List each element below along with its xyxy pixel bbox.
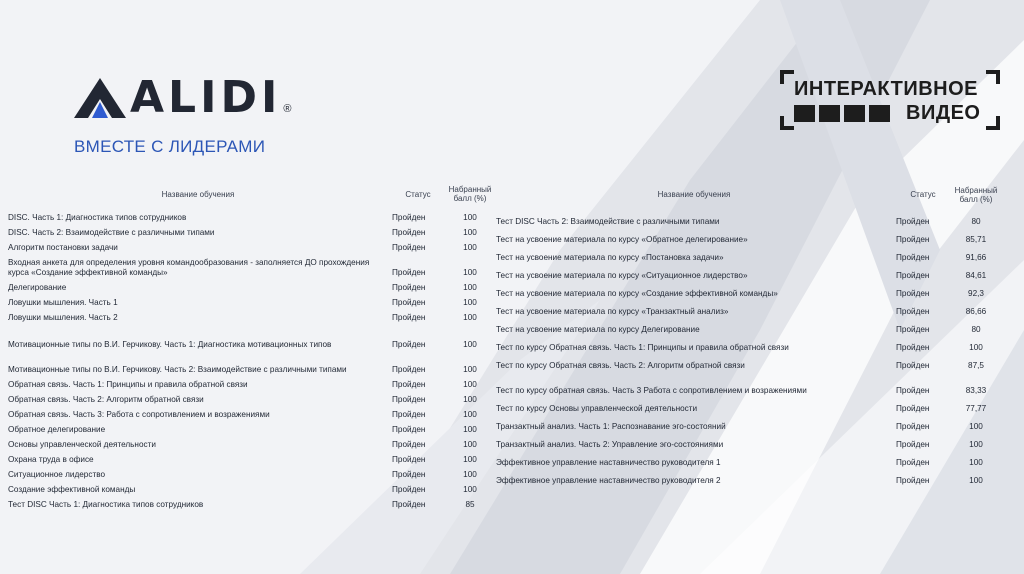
training-status: Пройден xyxy=(896,271,930,280)
brand-tagline: ВМЕСТЕ С ЛИДЕРАМИ xyxy=(74,137,266,156)
training-status: Пройден xyxy=(392,313,426,322)
training-score: 100 xyxy=(463,243,477,252)
training-name: DISC. Часть 2: Взаимодействие с различными типами xyxy=(8,228,215,237)
training-name: Основы управленческой деятельности xyxy=(8,440,156,449)
training-score: 100 xyxy=(969,458,983,467)
training-score: 100 xyxy=(463,313,477,322)
training-name: Тест по курсу Обратная связь. Часть 2: Алгоритм обратной связи xyxy=(496,361,745,370)
training-status: Пройден xyxy=(392,425,426,434)
training-score: 100 xyxy=(463,268,477,277)
table-row xyxy=(6,323,494,350)
training-status: Пройден xyxy=(392,500,426,509)
training-status: Пройден xyxy=(896,440,930,449)
table-row xyxy=(6,435,494,450)
training-name: Обратная связь. Часть 2: Алгоритм обратной связи xyxy=(8,395,204,404)
column-header-name: Название обучения xyxy=(657,190,731,199)
training-status: Пройден xyxy=(392,380,426,389)
training-status: Пройден xyxy=(896,253,930,262)
training-status: Пройден xyxy=(896,307,930,316)
training-score: 92,3 xyxy=(968,289,984,298)
training-score: 83,33 xyxy=(965,386,987,395)
table-row xyxy=(6,278,494,293)
training-status: Пройден xyxy=(896,458,930,467)
training-score: 100 xyxy=(463,283,477,292)
training-name: Охрана труда в офисе xyxy=(8,455,94,464)
training-score: 100 xyxy=(463,455,477,464)
table-row xyxy=(6,420,494,435)
table-row xyxy=(6,238,494,253)
alidi-logo xyxy=(74,72,292,123)
training-status: Пройден xyxy=(896,235,930,244)
table-row xyxy=(6,375,494,390)
training-status: Пройден xyxy=(896,422,930,431)
training-score: 80 xyxy=(971,325,981,334)
training-name: Эффективное управление наставничество руководителя 2 xyxy=(496,476,721,485)
table-row xyxy=(6,480,494,495)
training-name: Алгоритм постановки задачи xyxy=(8,243,118,252)
training-status: Пройден xyxy=(896,404,930,413)
training-status: Пройден xyxy=(392,340,426,349)
training-table-right xyxy=(494,180,1000,486)
training-score: 100 xyxy=(463,425,477,434)
table-row xyxy=(494,335,1000,353)
training-score: 100 xyxy=(463,365,477,374)
training-score: 91,66 xyxy=(965,253,987,262)
training-score: 100 xyxy=(463,228,477,237)
training-status: Пройден xyxy=(392,283,426,292)
table-row xyxy=(6,208,494,223)
training-name: Тест DISC Часть 1: Диагностика типов сотрудников xyxy=(8,500,204,509)
badge-corner xyxy=(780,70,794,84)
training-name: Тест по курсу Основы управленческой деятельности xyxy=(496,404,698,413)
badge-corner xyxy=(986,70,1000,84)
training-name: Эффективное управление наставничество руководителя 1 xyxy=(496,458,721,467)
table-row xyxy=(6,495,494,510)
training-name: Обратная связь. Часть 3: Работа с сопротивлением и возражениями xyxy=(8,410,270,419)
training-score: 100 xyxy=(969,440,983,449)
training-status: Пройден xyxy=(896,289,930,298)
training-status: Пройден xyxy=(896,217,930,226)
table-row xyxy=(494,317,1000,335)
table-row xyxy=(494,468,1000,486)
column-header-status: Статус xyxy=(910,190,936,199)
training-score: 100 xyxy=(463,340,477,349)
training-status: Пройден xyxy=(392,365,426,374)
table-row xyxy=(494,414,1000,432)
training-status: Пройден xyxy=(896,343,930,352)
training-name: Транзактный анализ. Часть 2: Управление эго-состояниями xyxy=(496,440,724,449)
table-header-row xyxy=(494,180,1000,209)
training-name: Ситуационное лидерство xyxy=(8,470,106,479)
badge-corner xyxy=(986,116,1000,130)
column-header-score: Набранный балл (%) xyxy=(954,185,998,204)
training-name: Ловушки мышления. Часть 1 xyxy=(8,298,118,307)
training-name: Делегирование xyxy=(8,283,67,292)
training-status: Пройден xyxy=(392,455,426,464)
table-row xyxy=(494,209,1000,227)
badge-corner xyxy=(780,116,794,130)
training-name: Входная анкета для определения уровня командообразования - заполняется ДО прохождения курса «Создание эффективной команды» xyxy=(8,258,370,277)
training-name: Тест DISC Часть 2: Взаимодействие с различными типами xyxy=(496,217,720,226)
training-name: Тест по курсу обратная связь. Часть 3 Работа с сопротивлением и возражениями xyxy=(496,386,807,395)
table-row xyxy=(494,245,1000,263)
training-name: Тест на усвоение материала по курсу «Создание эффективной команды» xyxy=(496,289,778,298)
training-name: Тест по курсу Обратная связь. Часть 1: Принципы и правила обратной связи xyxy=(496,343,789,352)
training-status: Пройден xyxy=(392,268,426,277)
training-score: 100 xyxy=(463,440,477,449)
table-row xyxy=(494,281,1000,299)
training-score: 100 xyxy=(463,470,477,479)
training-name: Создание эффективной команды xyxy=(8,485,136,494)
training-score: 100 xyxy=(969,343,983,352)
training-name: Тест на усвоение материала по курсу «Постановка задачи» xyxy=(496,253,724,262)
table-row xyxy=(6,350,494,375)
training-name: Тест на усвоение материала по курсу «Ситуационное лидерство» xyxy=(496,271,748,280)
badge-line1: ИНТЕРАКТИВНОЕ xyxy=(794,78,978,100)
training-name: DISC. Часть 1: Диагностика типов сотрудников xyxy=(8,213,187,222)
training-score: 100 xyxy=(969,476,983,485)
table-row xyxy=(494,371,1000,396)
training-name: Тест на усвоение материала по курсу «Обратное делегирование» xyxy=(496,235,748,244)
brand-name: ALIDI xyxy=(130,72,282,123)
training-score: 100 xyxy=(969,422,983,431)
table-header-row xyxy=(6,180,494,208)
training-status: Пройден xyxy=(896,325,930,334)
training-score: 87,5 xyxy=(968,361,984,370)
training-score: 100 xyxy=(463,380,477,389)
training-score: 100 xyxy=(463,213,477,222)
training-status: Пройден xyxy=(392,440,426,449)
table-row xyxy=(6,253,494,278)
training-name: Тест на усвоение материала по курсу «Транзактный анализ» xyxy=(496,307,729,316)
table-row xyxy=(494,450,1000,468)
column-header-name: Название обучения xyxy=(161,189,235,199)
training-score: 100 xyxy=(463,410,477,419)
logo-triangle-icon xyxy=(74,78,126,118)
training-score: 80 xyxy=(971,217,981,226)
training-status: Пройден xyxy=(392,243,426,252)
training-score: 100 xyxy=(463,298,477,307)
badge-line2: ВИДЕО xyxy=(906,102,981,124)
training-score: 85 xyxy=(465,500,475,509)
table-row xyxy=(6,405,494,420)
training-table-left xyxy=(6,180,494,510)
training-status: Пройден xyxy=(896,386,930,395)
training-score: 77,77 xyxy=(965,404,987,413)
training-score: 86,66 xyxy=(965,307,987,316)
training-status: Пройден xyxy=(392,298,426,307)
table-row xyxy=(494,353,1000,371)
table-row xyxy=(6,308,494,323)
training-name: Обратное делегирование xyxy=(8,425,106,434)
badge-film-blocks xyxy=(794,105,890,122)
training-status: Пройден xyxy=(896,361,930,370)
table-row xyxy=(494,432,1000,450)
table-row xyxy=(6,223,494,238)
table-row xyxy=(494,299,1000,317)
training-status: Пройден xyxy=(392,410,426,419)
interactive-video-badge xyxy=(780,70,1000,130)
training-name: Тест на усвоение материала по курсу Делегирование xyxy=(496,325,700,334)
table-row xyxy=(494,227,1000,245)
training-status: Пройден xyxy=(896,476,930,485)
registered-mark: ® xyxy=(283,103,292,115)
table-row xyxy=(494,263,1000,281)
column-header-score: Набранный балл (%) xyxy=(448,185,492,203)
table-row xyxy=(6,390,494,405)
training-name: Ловушки мышления. Часть 2 xyxy=(8,313,118,322)
table-row xyxy=(6,465,494,480)
training-name: Мотивационные типы по В.И. Герчикову. Часть 1: Диагностика мотивационных типов xyxy=(8,340,332,349)
training-status: Пройден xyxy=(392,228,426,237)
training-score: 100 xyxy=(463,395,477,404)
training-score: 85,71 xyxy=(965,235,987,244)
training-status: Пройден xyxy=(392,485,426,494)
training-name: Транзактный анализ. Часть 1: Распознавание эго-состояний xyxy=(496,422,726,431)
training-status: Пройден xyxy=(392,395,426,404)
training-score: 100 xyxy=(463,485,477,494)
table-row xyxy=(6,293,494,308)
table-row xyxy=(494,396,1000,414)
table-row xyxy=(6,450,494,465)
training-status: Пройден xyxy=(392,470,426,479)
column-header-status: Статус xyxy=(405,189,431,199)
training-name: Мотивационные типы по В.И. Герчикову. Часть 2: Взаимодействие с различными типами xyxy=(8,365,347,374)
training-status: Пройден xyxy=(392,213,426,222)
training-score: 84,61 xyxy=(965,271,987,280)
training-name: Обратная связь. Часть 1: Принципы и правила обратной связи xyxy=(8,380,248,389)
